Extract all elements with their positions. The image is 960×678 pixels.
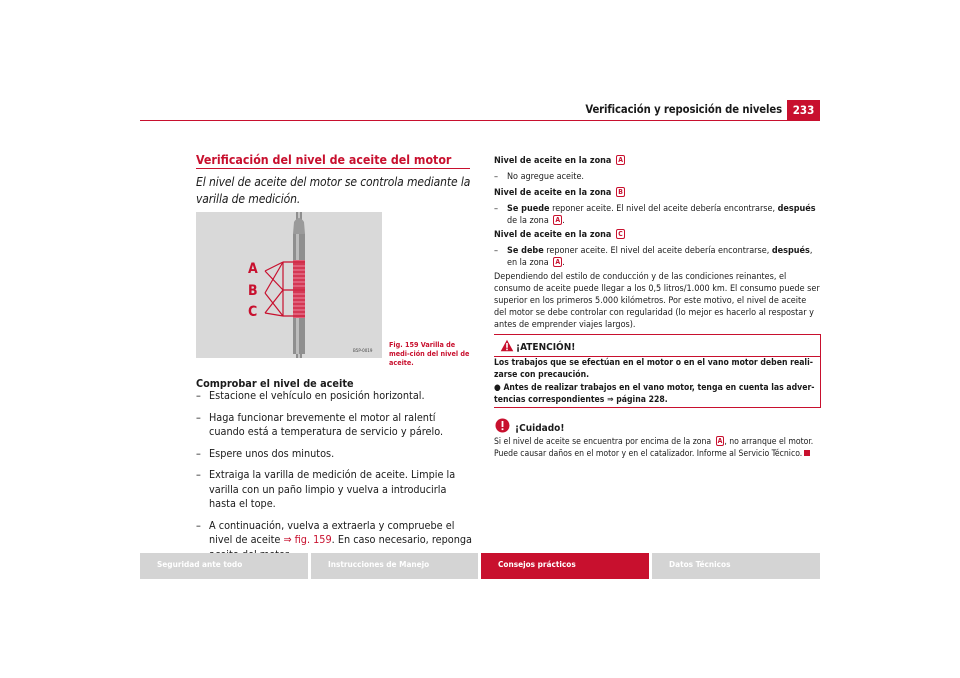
zone-tag-a: A <box>618 156 623 164</box>
figure-code: B5P-0019 <box>353 349 373 354</box>
zone-tag-c: C <box>618 230 623 238</box>
step-item: – Estacione el vehículo en posición horizontal. <box>196 389 474 404</box>
section-title: Verificación del nivel de aceite del motor <box>196 153 452 167</box>
bullet-icon: ● <box>494 383 504 393</box>
zone-b-block <box>494 187 820 227</box>
footer-tab-consejos[interactable]: Consejos prácticos <box>481 553 649 579</box>
page-number: 233 <box>787 100 820 120</box>
footer-tab-seguridad[interactable]: Seguridad ante todo <box>140 553 308 579</box>
header-rule <box>140 120 820 121</box>
zone-a-heading: Nivel de aceite en la zona <box>494 156 612 166</box>
dipstick-figure <box>196 212 382 358</box>
oil-consumption-paragraph: Dependiendo del estilo de conducción y de las condiciones reinantes, el consumo de aceite puede llegar a los 0,5 litros/1.000 km. El consumo puede ser superior en los primeros 5.000 kilómetros. Por este motivo, el nivel de aceite del motor se debe controlar con regularidad (lo mejor es hacerlo al respostar y antes de emprender viajes largos). <box>494 272 820 330</box>
zone-a-item: – No agregue aceite. <box>494 171 820 183</box>
figure-caption: Fig. 159 Varilla de medi-ción del nivel de aceite. <box>389 340 470 367</box>
warning-item: Los trabajos que se efectúan en el motor o en el vano motor deben reali-zarse con precaución. <box>494 358 813 380</box>
warning-triangle-icon <box>500 339 514 352</box>
zone-tag-b: B <box>618 188 623 196</box>
figure-label-c: C <box>248 304 258 320</box>
footer-tab-instrucciones[interactable]: Instrucciones de Manejo <box>311 553 478 579</box>
warning-title: ¡ATENCIÓN! <box>516 342 576 353</box>
procedure-heading: Comprobar el nivel de aceite <box>196 377 354 390</box>
figure-link[interactable]: ⇒ fig. 159 <box>283 533 332 546</box>
caution-body: Si el nivel de aceite se encuentra por encima de la zona A , no arranque el motor. Puede causar daños en el motor y en el catalizador. Informe al Servicio Técnico. <box>494 437 814 459</box>
procedure-steps <box>196 389 474 569</box>
end-of-section-mark <box>804 450 810 456</box>
warning-item: ● Antes de realizar trabajos en el vano motor, tenga en cuenta las adver-tencias correspondientes ⇒ página 228. <box>494 383 815 405</box>
zone-b-heading: Nivel de aceite en la zona <box>494 188 612 198</box>
zone-c-item: – Se debe reponer aceite. El nivel del aceite debería encontrarse, después, en la zona A . <box>494 245 820 269</box>
zone-c-block <box>494 229 820 269</box>
step-item: – Extraiga la varilla de medición de aceite. Limpie la varilla con un paño limpio y vuelva a introducirla hasta el tope. <box>196 468 474 512</box>
section-rule <box>196 168 470 169</box>
zone-tag-a: A <box>555 258 561 266</box>
footer-tab-datos[interactable]: Datos Técnicos <box>652 553 820 579</box>
running-header-title: Verificación y reposición de niveles <box>585 103 782 116</box>
section-intro: El nivel de aceite del motor se controla mediante la varilla de medición. <box>196 175 471 206</box>
caution-exclamation-icon <box>495 418 510 433</box>
warning-body <box>494 357 818 406</box>
zone-tag-a: A <box>717 437 723 445</box>
step-item: – A continuación, vuelva a extraerla y compruebe el nivel de aceite ⇒ fig. 159. En caso necesario, reponga <box>196 519 474 563</box>
zone-tag-a: A <box>555 216 561 224</box>
figure-label-b: B <box>248 283 258 299</box>
page-link[interactable]: ⇒ página 228. <box>607 395 668 405</box>
zone-c-heading: Nivel de aceite en la zona <box>494 230 612 240</box>
zone-b-item: – Se puede reponer aceite. El nivel del aceite debería encontrarse, después de la zona A . <box>494 203 820 227</box>
dipstick-illustration <box>196 212 382 358</box>
step-item: – Espere unos dos minutos. <box>196 447 474 462</box>
figure-label-a: A <box>248 261 258 277</box>
step-item: – Haga funcionar brevemente el motor al ralentí cuando está a temperatura de servicio y párelo. <box>196 411 474 440</box>
zone-a-block <box>494 155 820 183</box>
caution-title: ¡Cuidado! <box>515 423 565 434</box>
